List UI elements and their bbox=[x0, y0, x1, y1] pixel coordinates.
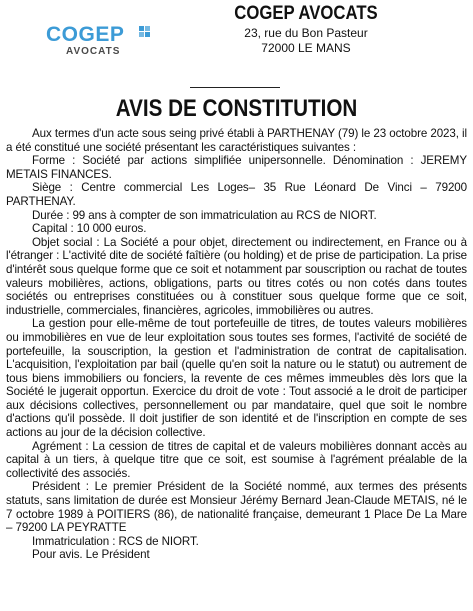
paragraph-siege: Siège : Centre commercial Les Loges– 35 Rue Léonard De Vinci – 79200 PARTHENAY. bbox=[6, 181, 467, 208]
firm-name: COGEP AVOCATS bbox=[234, 3, 378, 24]
paragraph-intro: Aux termes d'un acte sous seing privé établi à PARTHENAY (79) le 23 octobre 2023, il a été constitué une société présentant les caractéristiques suivantes : bbox=[6, 127, 467, 154]
logo-square-icon bbox=[139, 26, 151, 38]
paragraph-gestion: La gestion pour elle-même de tout portefeuille de titres, de toutes valeurs mobilières ou immobilières en vue de leur exploitation sous toutes ses formes, l'activité de société de portefeuille, la souscription, la gestion et l'administration de contrat de capitalisation. L'acquisition, l'exploitation par bail (quelle qu'en soit la nature ou le statut) ou autrement de tous biens immobiliers ou fonciers, la revente de ces mêmes immeubles dès lors que la Société le jugerait opportun. Exercice du droit de vote : Tout associé a le droit de participer aux décisions collectives, personnellement ou par mandataire, quel que soit le nombre d'actions qu'il possède. Il doit justifier de son identité et de l'inscription en compte de ses actions au jour de la décision collective. bbox=[6, 317, 467, 440]
paragraph-objet-social: Objet social : La Société a pour objet, directement ou indirectement, en France ou à l'étranger : L'activité dite de société faîtière (ou holding) et de prise de participation. La prise d'intérêt sous quelque forme que ce soit et notamment par souscription ou rachat de toutes valeurs mobilières, actions, obligations, parts ou titres cotés ou non cotés dans toutes sociétés ou entreprises constituées ou à constituer sous quelque forme que ce soit, industrielle, commerciales, financières, agricoles, immobilières ou autres. bbox=[6, 235, 467, 317]
paragraph-immatriculation: Immatriculation : RCS de NIORT. bbox=[32, 534, 199, 548]
paragraph-president: Président : Le premier Président de la Société nommé, aux termes des présents statuts, sans limitation de durée est Monsieur Jérémy Bernard Jean-Claude METAIS, né le 7 octobre 1989 à POITIERS (86), de nationalité française, demeurant 1 Place De La Mare – 79200 LA PEYRATTE bbox=[6, 480, 467, 535]
paragraph-signature: Pour avis. Le Président bbox=[32, 548, 150, 562]
paragraph-duree: Durée : 99 ans à compter de son immatriculation au RCS de NIORT. bbox=[32, 208, 377, 222]
paragraph-agrement: Agrément : La cession de titres de capital et de valeurs mobilières donnant accès au capital à un tiers, à quelque titre que ce soit, est soumise à l'agrément préalable de la collectivité des associés. bbox=[6, 439, 467, 480]
notice-title: AVIS DE CONSTITUTION bbox=[115, 95, 358, 122]
notice-body bbox=[6, 127, 467, 562]
firm-address-city: 72000 LE MANS bbox=[261, 41, 351, 55]
paragraph-forme: Forme : Société par actions simplifiée unipersonnelle. Dénomination : JEREMY METAIS FINANCES. bbox=[6, 154, 467, 181]
firm-header bbox=[196, 2, 416, 56]
header-divider bbox=[190, 87, 280, 88]
cogep-logo bbox=[46, 24, 156, 58]
paragraph-capital: Capital : 10 000 euros. bbox=[32, 222, 147, 236]
logo-subtitle: AVOCATS bbox=[66, 46, 121, 57]
logo-wordmark: COGEP bbox=[46, 23, 125, 46]
firm-address-street: 23, rue du Bon Pasteur bbox=[244, 26, 368, 40]
